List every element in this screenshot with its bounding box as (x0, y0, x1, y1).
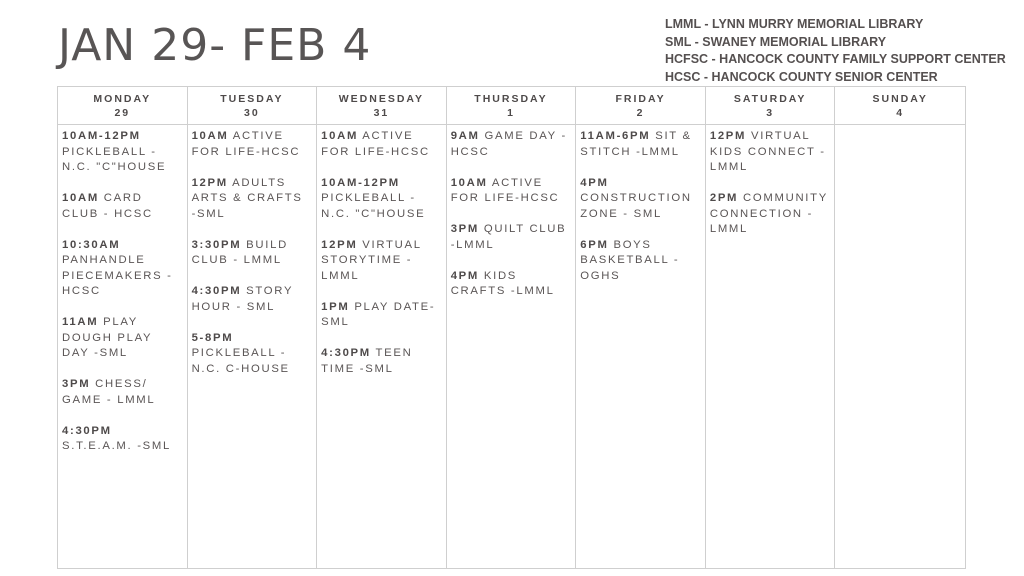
location-legend (665, 16, 1006, 87)
event-description: SIT & STITCH -LMML (580, 130, 692, 158)
event-item (451, 129, 572, 160)
legend-item: HCFSC - HANCOCK COUNTY FAMILY SUPPORT CENTER (665, 52, 1006, 67)
day-name: TUESDAY (220, 92, 284, 105)
event-description: BUILD CLUB - LMML (191, 238, 288, 266)
day-header-saturday (706, 87, 836, 125)
event-description: CHESS/ GAME - LMML (62, 378, 156, 406)
event-time: 3PM (450, 223, 480, 235)
event-time: 4:30PM (62, 424, 112, 437)
event-time: 12PM (709, 130, 747, 142)
day-name: SUNDAY (872, 92, 928, 105)
event-time: 11AM (62, 316, 99, 328)
event-description: PLAY DATE- SML (321, 300, 436, 328)
event-time: 4:30PM (191, 285, 242, 297)
day-header-wednesday (317, 87, 447, 125)
event-description: QUILT CLUB -LMML (450, 223, 567, 251)
event-description: PICKLEBALL - N.C. C-HOUSE (191, 347, 290, 375)
event-time: 2PM (709, 192, 739, 204)
event-item (62, 424, 183, 455)
event-item (192, 129, 313, 160)
day-column-wednesday (317, 125, 447, 568)
day-date: 4 (896, 106, 905, 119)
event-time: 12PM (321, 238, 358, 251)
event-item (321, 300, 442, 331)
event-description: CONSTRUCTION ZONE - SML (580, 192, 692, 220)
event-item (710, 191, 831, 238)
event-description: S.T.E.A.M. -SML (62, 440, 171, 452)
day-header-thursday (447, 87, 577, 125)
day-column-tuesday (188, 125, 318, 568)
day-column-thursday (447, 125, 577, 568)
event-description: PLAY DOUGH PLAY DAY -SML (62, 316, 153, 359)
event-time: 10:30AM (62, 238, 121, 251)
event-description: TEEN TIME -SML (321, 347, 413, 375)
event-description: COMMUNITY CONNECTION - LMML (709, 192, 828, 235)
day-name: MONDAY (93, 92, 152, 105)
day-name: SATURDAY (733, 92, 807, 105)
event-time: 10AM-12PM (62, 130, 141, 142)
event-time: 6PM (580, 238, 609, 251)
day-header-tuesday (188, 87, 318, 125)
event-time: 3:30PM (191, 238, 242, 251)
event-description: ACTIVE FOR LIFE-HCSC (450, 176, 560, 204)
legend-item: LMML - LYNN MURRY MEMORIAL LIBRARY (665, 17, 924, 31)
day-date: 31 (373, 106, 390, 119)
event-time: 12PM (191, 176, 228, 189)
event-item (192, 238, 313, 269)
event-item (62, 191, 183, 222)
event-item (451, 222, 572, 253)
day-header-sunday (835, 87, 965, 125)
event-time: 11AM-6PM (580, 130, 651, 142)
event-time: 9AM (450, 130, 480, 142)
day-date: 3 (766, 106, 775, 119)
event-time: 4PM (450, 269, 480, 282)
event-item (321, 176, 442, 223)
day-header-monday (58, 87, 188, 125)
event-description: PANHANDLE PIECEMAKERS - HCSC (62, 254, 173, 297)
event-item (580, 238, 701, 285)
event-time: 4:30PM (321, 347, 371, 359)
day-column-sunday (835, 125, 965, 568)
event-item (62, 129, 183, 176)
event-description: PICKLEBALL - N.C. "C"HOUSE (321, 192, 426, 220)
weekly-calendar-grid (57, 86, 966, 569)
event-item (192, 284, 313, 315)
event-time: 1PM (321, 300, 350, 313)
event-item (451, 176, 572, 207)
event-description: VIRTUAL KIDS CONNECT -LMML (709, 130, 826, 173)
event-item (710, 129, 831, 176)
event-item (580, 176, 701, 223)
event-description: CARD CLUB - HCSC (62, 192, 153, 220)
event-item (580, 129, 701, 160)
event-item (192, 331, 313, 378)
event-description: ACTIVE FOR LIFE-HCSC (321, 130, 430, 158)
event-description: VIRTUAL STORYTIME - LMML (321, 238, 422, 282)
event-time: 3PM (62, 378, 91, 390)
event-item (62, 238, 183, 300)
day-date: 1 (507, 106, 515, 119)
page-title: JAN 29- FEB 4 (58, 20, 372, 71)
event-time: 5-8PM (191, 331, 234, 344)
event-time: 10AM (191, 130, 229, 142)
event-item (192, 176, 313, 223)
day-date: 29 (114, 106, 131, 119)
event-time: 10AM (62, 192, 99, 204)
event-item (62, 315, 183, 362)
day-name: THURSDAY (474, 92, 548, 105)
event-description: ACTIVE FOR LIFE-HCSC (191, 130, 301, 158)
event-description: KIDS CRAFTS -LMML (450, 269, 555, 297)
day-name: WEDNESDAY (338, 92, 425, 105)
event-item (321, 238, 442, 285)
day-name: FRIDAY (615, 92, 666, 105)
day-date: 2 (636, 106, 645, 119)
day-column-friday (576, 125, 706, 568)
event-description: PICKLEBALL - N.C. "C"HOUSE (62, 145, 167, 173)
event-time: 10AM (321, 130, 359, 142)
day-date: 30 (244, 106, 260, 119)
event-item (451, 269, 572, 300)
day-header-friday (576, 87, 706, 125)
event-description: GAME DAY - HCSC (450, 130, 567, 158)
legend-item: HCSC - HANCOCK COUNTY SENIOR CENTER (665, 70, 938, 85)
day-column-monday (58, 125, 188, 568)
event-time: 10AM (450, 176, 488, 189)
event-item (321, 346, 442, 377)
day-column-saturday (706, 125, 836, 568)
event-description: STORY HOUR - SML (191, 285, 293, 313)
event-item (321, 129, 442, 160)
event-time: 10AM-12PM (321, 176, 400, 189)
legend-item: SML - SWANEY MEMORIAL LIBRARY (665, 34, 887, 49)
event-item (62, 377, 183, 408)
event-description: BOYS BASKETBALL - OGHS (580, 238, 680, 282)
event-description: ADULTS ARTS & CRAFTS -SML (191, 176, 303, 220)
event-time: 4PM (580, 176, 609, 189)
